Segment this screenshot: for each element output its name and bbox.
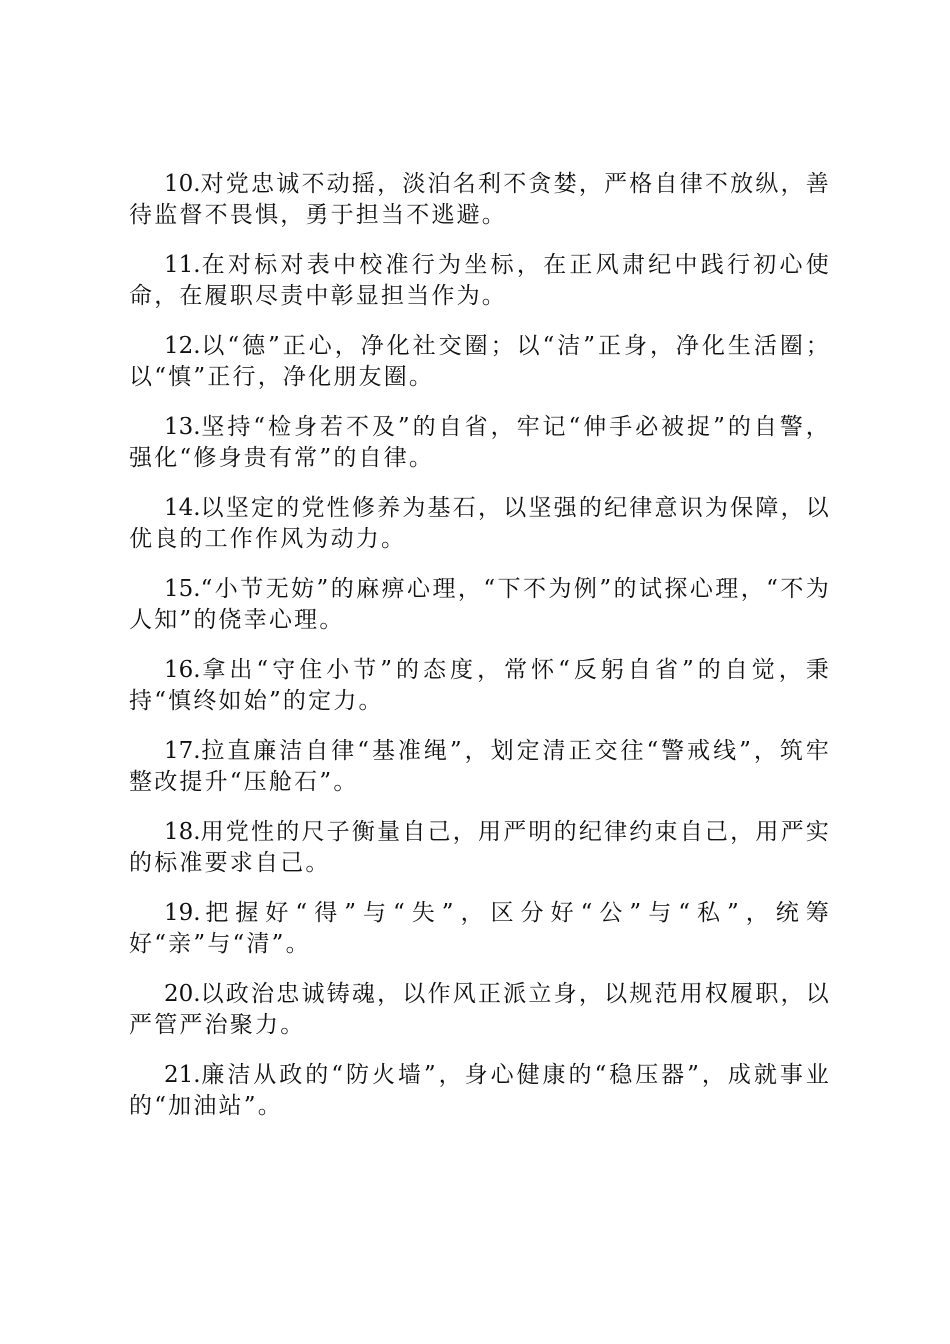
paragraph-text: 拉直廉洁自律“基准绳”，划定清正交往“警戒线”，筑牢整改提升“压舱石”。: [129, 738, 831, 795]
paragraph-text: 坚持“检身若不及”的自省，牢记“伸手必被捉”的自警，强化“修身贵有常”的自律。: [129, 414, 831, 471]
paragraph-text: 用党性的尺子衡量自己，用严明的纪律约束自己，用严实的标准要求自己。: [129, 819, 831, 876]
paragraph-text: 把握好“得”与“失”，区分好“公”与“私”，统筹好“亲”与“清”。: [129, 900, 831, 957]
paragraph-13: [129, 412, 831, 474]
paragraph-number: 17.: [164, 738, 201, 764]
paragraph-number: 15.: [164, 576, 201, 602]
paragraph-number: 12.: [164, 333, 201, 359]
paragraph-11: [129, 250, 831, 312]
paragraph-number: 19.: [164, 900, 201, 926]
paragraph-number: 20.: [164, 981, 201, 1007]
paragraph-18: [129, 817, 831, 879]
paragraph-number: 14.: [164, 495, 201, 521]
paragraph-number: 10.: [164, 171, 201, 197]
paragraph-12: [129, 331, 831, 393]
paragraph-19: [129, 898, 831, 960]
paragraph-number: 16.: [164, 657, 201, 683]
paragraph-text: 拿出“守住小节”的态度，常怀“反躬自省”的自觉，秉持“慎终如始”的定力。: [129, 657, 831, 714]
paragraph-text: 在对标对表中校准行为坐标，在正风肃纪中践行初心使命，在履职尽责中彰显担当作为。: [129, 252, 831, 309]
paragraph-text: 对党忠诚不动摇，淡泊名利不贪婪，严格自律不放纵，善待监督不畏惧，勇于担当不逃避。: [129, 171, 831, 228]
paragraph-10: [129, 169, 831, 231]
paragraph-number: 21.: [164, 1062, 201, 1088]
paragraph-15: [129, 574, 831, 636]
paragraph-number: 13.: [164, 414, 201, 440]
paragraph-text: 廉洁从政的“防火墙”，身心健康的“稳压器”，成就事业的“加油站”。: [129, 1062, 831, 1119]
paragraph-number: 18.: [164, 819, 201, 845]
paragraph-16: [129, 655, 831, 717]
paragraph-text: “小节无妨”的麻痹心理，“下不为例”的试探心理，“不为人知”的侥幸心理。: [129, 576, 831, 633]
paragraph-number: 11.: [164, 252, 201, 278]
paragraph-17: [129, 736, 831, 798]
paragraph-14: [129, 493, 831, 555]
document-body: [129, 169, 831, 1141]
paragraph-text: 以坚定的党性修养为基石，以坚强的纪律意识为保障，以优良的工作作风为动力。: [129, 495, 831, 552]
paragraph-text: 以“德”正心，净化社交圈；以“洁”正身，净化生活圈；以“慎”正行，净化朋友圈。: [129, 333, 831, 390]
paragraph-text: 以政治忠诚铸魂，以作风正派立身，以规范用权履职，以严管严治聚力。: [129, 981, 831, 1038]
paragraph-21: [129, 1060, 831, 1122]
paragraph-20: [129, 979, 831, 1041]
